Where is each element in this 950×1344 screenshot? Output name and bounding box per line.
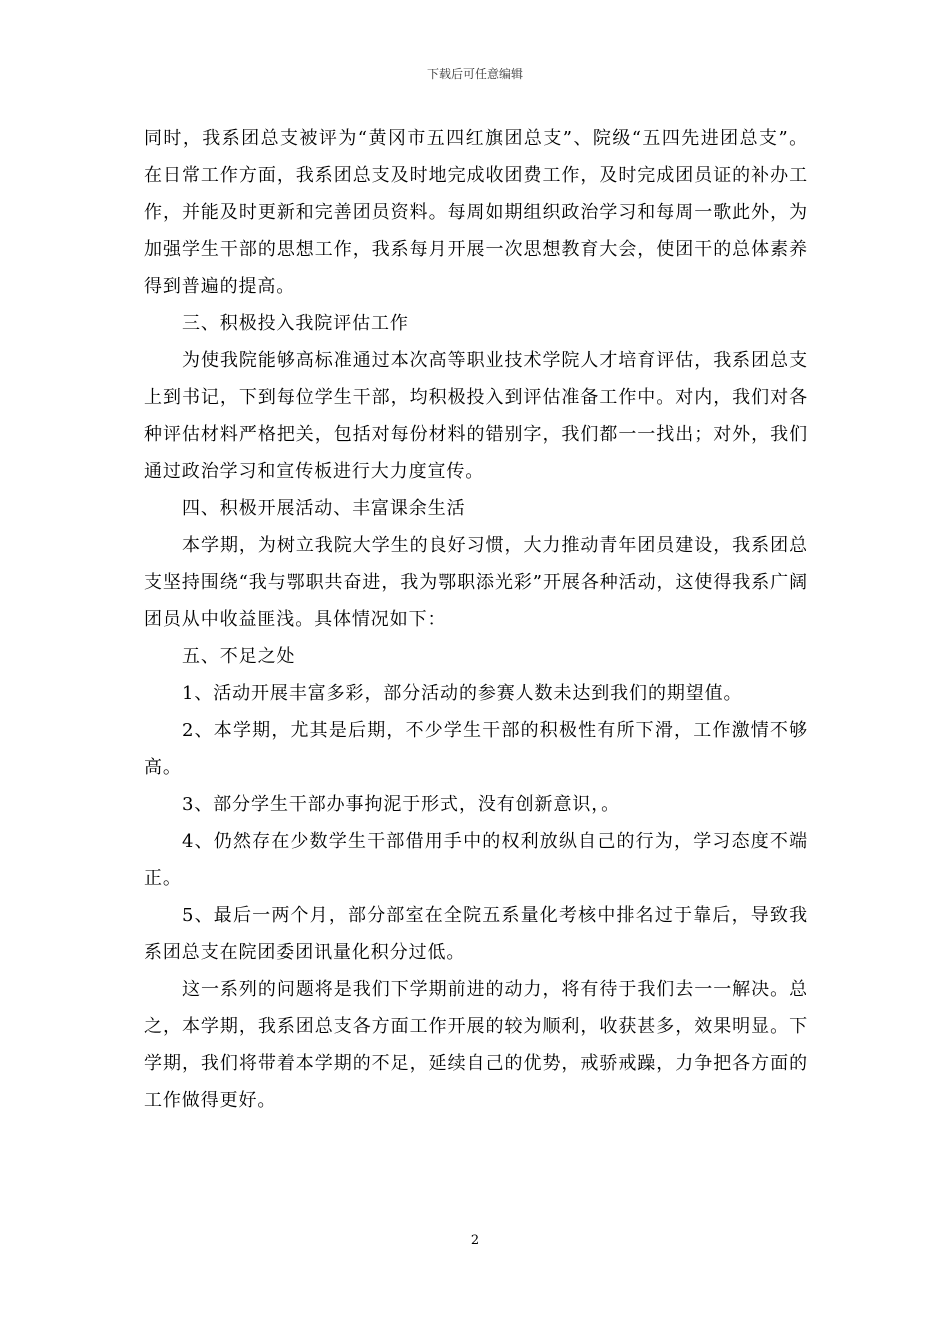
page-number: 2 — [470, 1233, 480, 1248]
page-header-note: 下载后可任意编辑 — [426, 67, 523, 81]
paragraph-conclusion: 这一系列的问题将是我们下学期前进的动力，将有待于我们去一一解决。总之，本学期，我系团总支各方面工作开展的较为顺利，收获甚多，效果明显。下学期，我们将带着本学期的不足，延续自己的优势，戒骄戒躁，力争把各方面的工作做得更好。 — [144, 979, 808, 1111]
shortcoming-item-1: 1、活动开展丰富多彩，部分活动的参赛人数未达到我们的期望值。 — [182, 683, 743, 704]
shortcoming-item-5: 5、最后一两个月，部分部室在全院五系量化考核中排名过于靠后，导致我系团总支在院团委团讯量化积分过低。 — [144, 905, 808, 963]
section-heading-activities: 四、积极开展活动、丰富课余生活 — [182, 498, 466, 519]
paragraph-awards-and-routine-work: 同时，我系团总支被评为“黄冈市五四红旗团总支”、院级“五四先进团总支”。在日常工作方面，我系团总支及时地完成收团费工作，及时完成团员证的补办工作，并能及时更新和完善团员资料。每周如期组织政治学习和每周一歌此外，为加强学生干部的思想工作，我系每月开展一次思想教育大会，使团干的总体素养得到普遍的提高。 — [144, 128, 808, 297]
paragraph-activities: 本学期，为树立我院大学生的良好习惯，大力推动青年团员建设，我系团总支坚持围绕“我与鄂职共奋进，我为鄂职添光彩”开展各种活动，这使得我系广阔团员从中收益匪浅。具体情况如下： — [144, 535, 808, 630]
shortcoming-item-4: 4、仍然存在少数学生干部借用手中的权利放纵自己的行为，学习态度不端正。 — [144, 831, 808, 889]
shortcoming-item-3: 3、部分学生干部办事拘泥于形式，没有创新意识，。 — [182, 794, 621, 815]
paragraph-evaluation: 为使我院能够高标准通过本次高等职业技术学院人才培育评估，我系团总支上到书记，下到每位学生干部，均积极投入到评估准备工作中。对内，我们对各种评估材料严格把关，包括对每份材料的错别字，我们都一一找出；对外，我们通过政治学习和宣传板进行大力度宣传。 — [144, 350, 808, 482]
shortcoming-item-2: 2、本学期，尤其是后期，不少学生干部的积极性有所下滑，工作激情不够高。 — [144, 720, 808, 778]
document-body — [144, 120, 808, 1119]
section-heading-evaluation: 三、积极投入我院评估工作 — [182, 313, 409, 334]
section-heading-shortcomings: 五、不足之处 — [182, 646, 296, 667]
